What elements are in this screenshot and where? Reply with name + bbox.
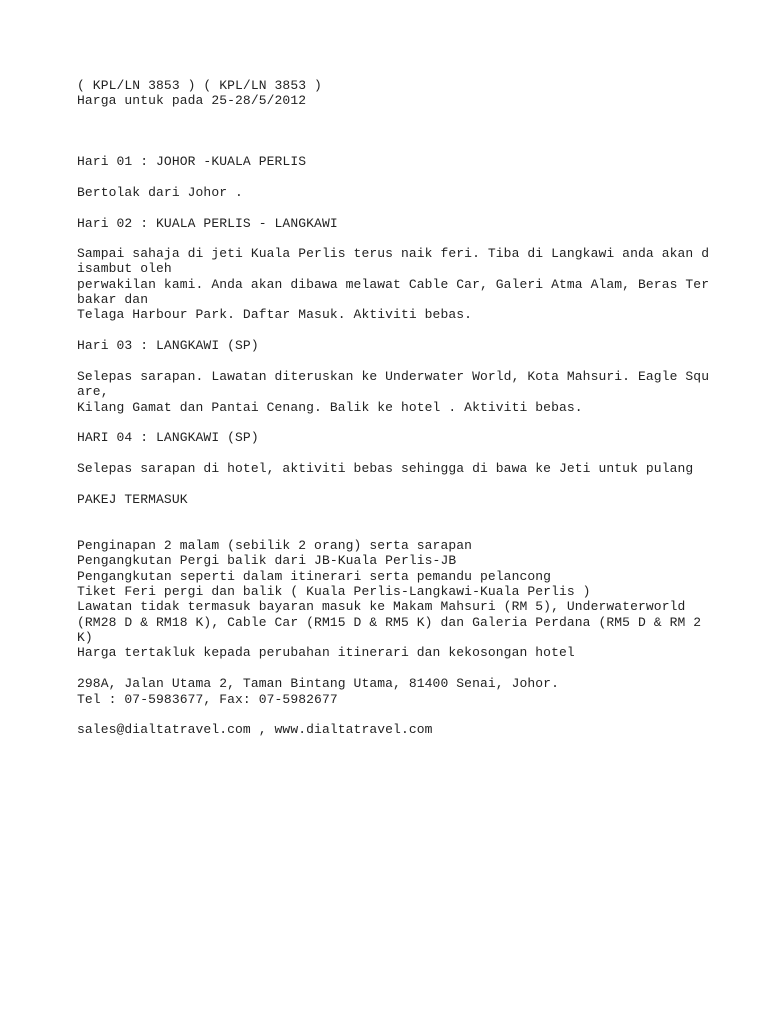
day-4-title: HARI 04 : LANGKAWI (SP): [77, 430, 259, 445]
day-2-text-line: Sampai sahaja di jeti Kuala Perlis terus naik feri. Tiba di Langkawi anda akan d: [77, 246, 710, 261]
day-3-text-line: are,: [77, 384, 109, 399]
price-date: Harga untuk pada 25-28/5/2012: [77, 93, 307, 108]
contact-phone: Tel : 07-5983677, Fax: 07-5982677: [77, 692, 338, 707]
day-4-text-line: Selepas sarapan di hotel, aktiviti bebas sehingga di bawa ke Jeti untuk pulang: [77, 461, 694, 476]
package-item: Lawatan tidak termasuk bayaran masuk ke Makam Mahsuri (RM 5), Underwaterworld: [77, 599, 686, 614]
package-item: K): [77, 630, 93, 645]
package-title: PAKEJ TERMASUK: [77, 492, 188, 507]
package-item: Pengangkutan seperti dalam itinerari serta pemandu pelancong: [77, 569, 552, 584]
day-3-title: Hari 03 : LANGKAWI (SP): [77, 338, 259, 353]
contact-email-website: sales@dialtatravel.com , www.dialtatravel.com: [77, 722, 433, 737]
day-2-text-line: Telaga Harbour Park. Daftar Masuk. Aktiviti bebas.: [77, 307, 473, 322]
package-item: Harga tertakluk kepada perubahan itinerari dan kekosongan hotel: [77, 645, 575, 660]
day-2-title: Hari 02 : KUALA PERLIS - LANGKAWI: [77, 216, 338, 231]
package-item: Pengangkutan Pergi balik dari JB-Kuala Perlis-JB: [77, 553, 457, 568]
day-2-text-line: perwakilan kami. Anda akan dibawa melawat Cable Car, Galeri Atma Alam, Beras Ter: [77, 277, 710, 292]
package-item: (RM28 D & RM18 K), Cable Car (RM15 D & RM5 K) dan Galeria Perdana (RM5 D & RM 2: [77, 615, 702, 630]
day-1-title: Hari 01 : JOHOR -KUALA PERLIS: [77, 154, 307, 169]
day-3-text-line: Kilang Gamat dan Pantai Cenang. Balik ke hotel . Aktiviti bebas.: [77, 400, 583, 415]
contact-address: 298A, Jalan Utama 2, Taman Bintang Utama, 81400 Senai, Johor.: [77, 676, 559, 691]
day-1-text-line: Bertolak dari Johor .: [77, 185, 243, 200]
day-3-text-line: Selepas sarapan. Lawatan diteruskan ke Underwater World, Kota Mahsuri. Eagle Squ: [77, 369, 710, 384]
package-item: Penginapan 2 malam (sebilik 2 orang) serta sarapan: [77, 538, 473, 553]
tour-code: ( KPL/LN 3853 ) ( KPL/LN 3853 ): [77, 78, 322, 93]
day-2-text-line: bakar dan: [77, 292, 149, 307]
package-item: Tiket Feri pergi dan balik ( Kuala Perlis-Langkawi-Kuala Perlis ): [77, 584, 591, 599]
day-2-text-line: isambut oleh: [77, 261, 172, 276]
